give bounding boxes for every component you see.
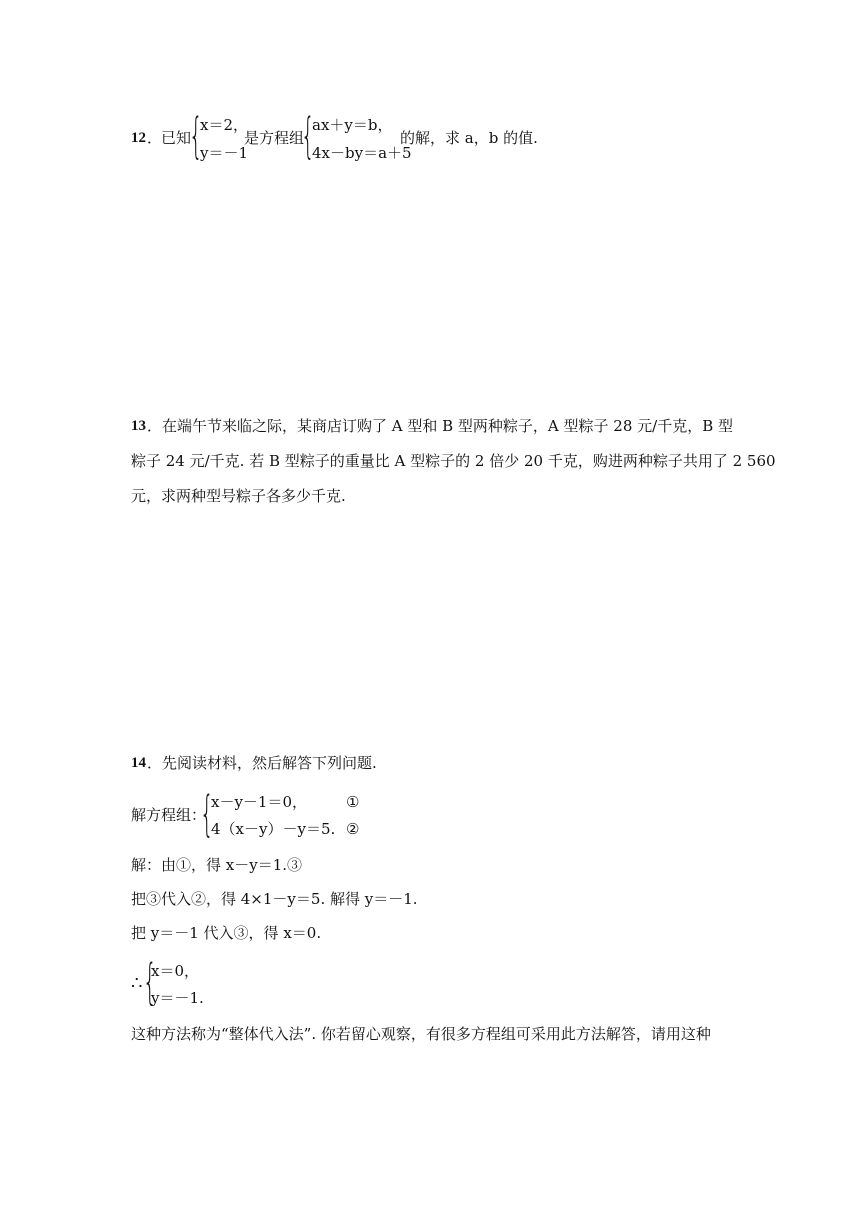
solution-step: 把③代入②，得 4×1－y＝5. 解得 y＝－1. xyxy=(131,890,418,908)
equation-line: ax＋y＝b， xyxy=(312,116,393,134)
question-intro: 先阅读材料，然后解答下列问题. xyxy=(162,754,377,772)
equation-line: 4（x－y）－y＝5. xyxy=(211,820,336,838)
left-brace: { xyxy=(200,786,214,842)
separator-dot: ． xyxy=(147,754,163,772)
solution-step: 把 y＝－1 代入③，得 x＝0. xyxy=(131,924,322,942)
therefore-symbol: ∴ xyxy=(131,973,143,994)
paragraph-line: 这种方法称为“整体代入法”. 你若留心观察，有很多方程组可采用此方法解答，请用这种 xyxy=(131,1025,711,1043)
question-number: 12 xyxy=(131,130,146,146)
equation-mark: ① xyxy=(346,793,360,811)
left-brace: { xyxy=(301,108,315,164)
equation-line: y＝－1 xyxy=(200,144,249,162)
paragraph-line: 在端午节来临之际，某商店订购了 A 型和 B 型两种粽子，A 型粽子 28 元/千克，B 型 xyxy=(162,417,733,435)
question-number: 14 xyxy=(131,755,146,771)
left-brace: { xyxy=(143,954,157,1010)
paragraph-line: 粽子 24 元/千克. 若 B 型粽子的重量比 A 型粽子的 2 倍少 20 千克，购进两种粽子共用了 2 560 xyxy=(131,452,776,470)
equation-mark: ② xyxy=(346,820,360,838)
equation-line: x＝2， xyxy=(200,116,249,134)
equation-line: x＝0， xyxy=(151,962,200,980)
separator-dot: ． xyxy=(147,417,163,435)
question-text: 的解，求 a，b 的值. xyxy=(400,129,538,147)
question-prefix: 已知 xyxy=(161,129,192,147)
equation-line: 4x－by＝a＋5 xyxy=(312,144,412,162)
paragraph-line: 元，求两种型号粽子各多少千克. xyxy=(131,487,346,505)
separator-dot: ． xyxy=(147,129,163,147)
question-text: 是方程组 xyxy=(244,129,305,147)
equation-line: x－y－1＝0， xyxy=(211,793,308,811)
left-brace: { xyxy=(189,108,203,164)
question-number: 13 xyxy=(131,418,146,434)
solution-step: 解：由①，得 x－y＝1.③ xyxy=(131,856,303,874)
equation-line: y＝－1. xyxy=(151,989,204,1007)
system-label: 解方程组： xyxy=(131,806,207,824)
